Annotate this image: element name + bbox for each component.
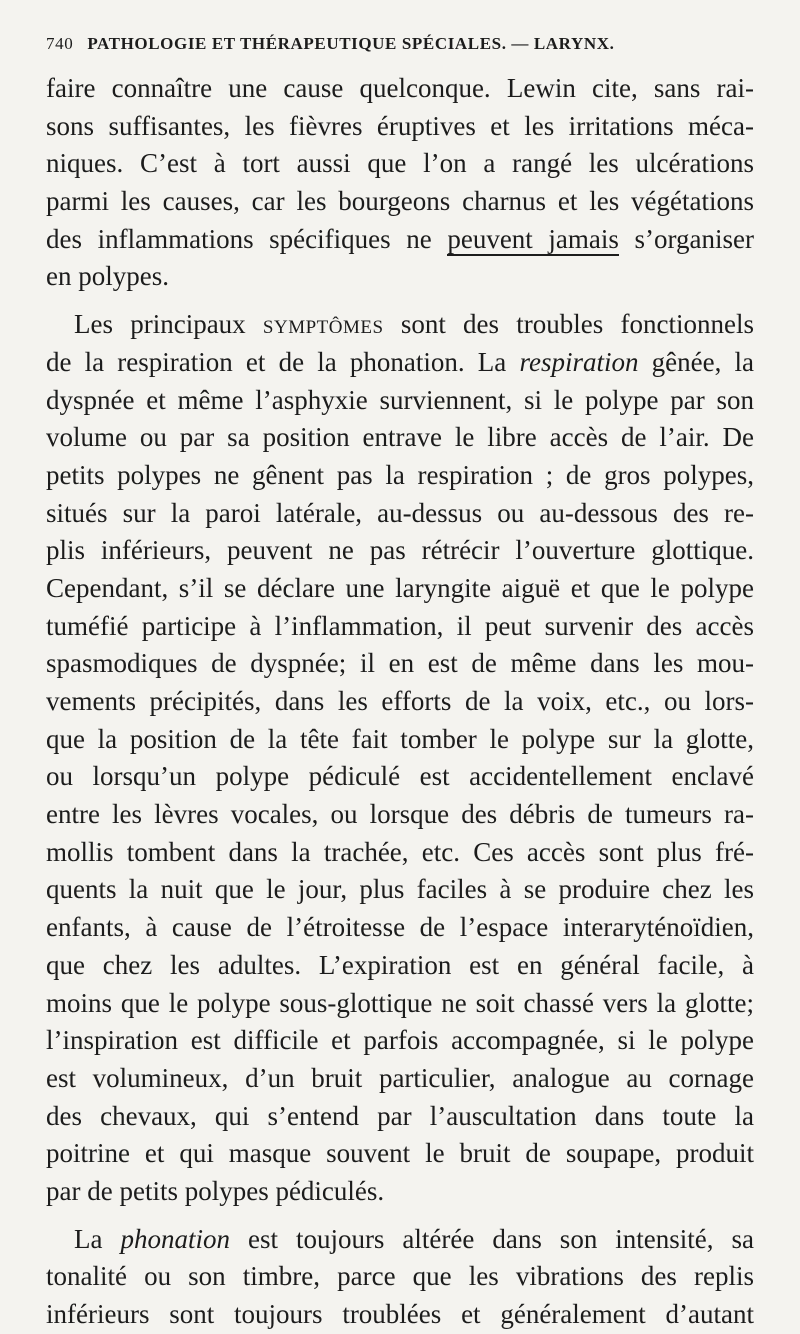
text-line: faire connaître une cause quelconque. Lewin cite, sans rai- xyxy=(46,73,754,103)
text-line: en polypes. xyxy=(46,261,169,292)
text-line xyxy=(46,344,754,382)
text-segment: des inflammations spécifiques ne xyxy=(46,223,448,254)
text-line: Cependant, s’il se déclare une laryngite aiguë et que le polype xyxy=(46,572,754,603)
text-line: tonalité ou son timbre, parce que les vibrations des replis xyxy=(46,1261,754,1292)
text-line: moins que le polype sous-glottique ne soit chassé vers la glotte; xyxy=(46,987,754,1018)
text-segment: La xyxy=(74,1223,103,1254)
paragraph-1 xyxy=(46,70,754,296)
text-line: dyspnée et même l’asphyxie surviennent, si le polype par son xyxy=(46,384,754,415)
paragraph-3 xyxy=(46,1221,754,1334)
running-title: PATHOLOGIE ET THÉRAPEUTIQUE SPÉCIALES. — LARYNX. xyxy=(87,34,615,53)
text-line: par de petits polypes pédiculés. xyxy=(46,1175,385,1206)
text-line: entre les lèvres vocales, ou lorsque des débris de tumeurs ra- xyxy=(46,799,754,830)
text-line: sons suffisantes, les fièvres éruptives et les irritations méca- xyxy=(46,110,754,141)
text-line: plis inférieurs, peuvent ne pas rétrécir l’ouverture glottique. xyxy=(46,535,754,566)
text-line: que la position de la tête fait tomber le polype sur la glotte, xyxy=(46,723,754,754)
text-line: l’inspiration est difficile et parfois accompagnée, si le polype xyxy=(46,1025,754,1056)
text-line: est volumineux, d’un bruit particulier, analogue au cornage xyxy=(46,1062,754,1093)
italic-term: phonation xyxy=(120,1223,230,1254)
text-line: poitrine et qui masque souvent le bruit de soupape, produit xyxy=(46,1138,754,1169)
text-segment: sont des troubles fonctionnels xyxy=(383,309,754,340)
text-line: quents la nuit que le jour, plus faciles à se produire chez les xyxy=(46,874,754,905)
text-segment: Les principaux xyxy=(74,309,263,340)
text-line: volume ou par sa position entrave le libre accès de l’air. De xyxy=(46,422,754,453)
text-line xyxy=(46,1221,754,1259)
text-line: tuméfié participe à l’inflammation, il peut survenir des accès xyxy=(46,610,754,641)
italic-term: respiration xyxy=(519,346,639,377)
text-line: niques. C’est à tort aussi que l’on a rangé les ulcérations xyxy=(46,148,754,179)
page-number: 740 xyxy=(46,34,74,53)
text-segment: est toujours altérée dans son intensité, sa xyxy=(247,1223,754,1254)
text-line: vements précipités, dans les efforts de la voix, etc., ou lors- xyxy=(46,686,754,716)
text-line: parmi les causes, car les bourgeons charnus et les végétations xyxy=(46,186,754,217)
text-line: mollis tombent dans la trachée, etc. Ces accès sont plus fré- xyxy=(46,836,754,867)
paragraph-2 xyxy=(46,306,754,1211)
text-line: inférieurs sont toujours troublées et généralement d’autant xyxy=(46,1299,754,1329)
text-line xyxy=(46,221,754,259)
text-line: des chevaux, qui s’entend par l’auscultation dans toute la xyxy=(46,1100,754,1131)
text-line: petits polypes ne gênent pas la respiration ; de gros polypes, xyxy=(46,459,754,490)
text-line: spasmodiques de dyspnée; il en est de même dans les mou- xyxy=(46,648,754,679)
text-segment: s’organiser xyxy=(618,223,754,254)
text-line: enfants, à cause de l’étroitesse de l’espace interaryténoïdien, xyxy=(46,912,754,943)
text-segment: gênée, la xyxy=(651,346,754,377)
text-line xyxy=(46,306,754,344)
small-caps-term: symptômes xyxy=(262,309,384,340)
underlined-phrase: peuvent jamais xyxy=(447,223,619,254)
text-segment: de la respiration et de la phonation. La xyxy=(46,346,507,377)
running-head xyxy=(46,30,754,70)
text-line: que chez les adultes. L’expiration est en général facile, à xyxy=(46,949,754,980)
text-line: situés sur la paroi latérale, au-dessus ou au-dessous des re- xyxy=(46,497,754,528)
text-line: ou lorsqu’un polype pédiculé est accidentellement enclavé xyxy=(46,761,754,792)
